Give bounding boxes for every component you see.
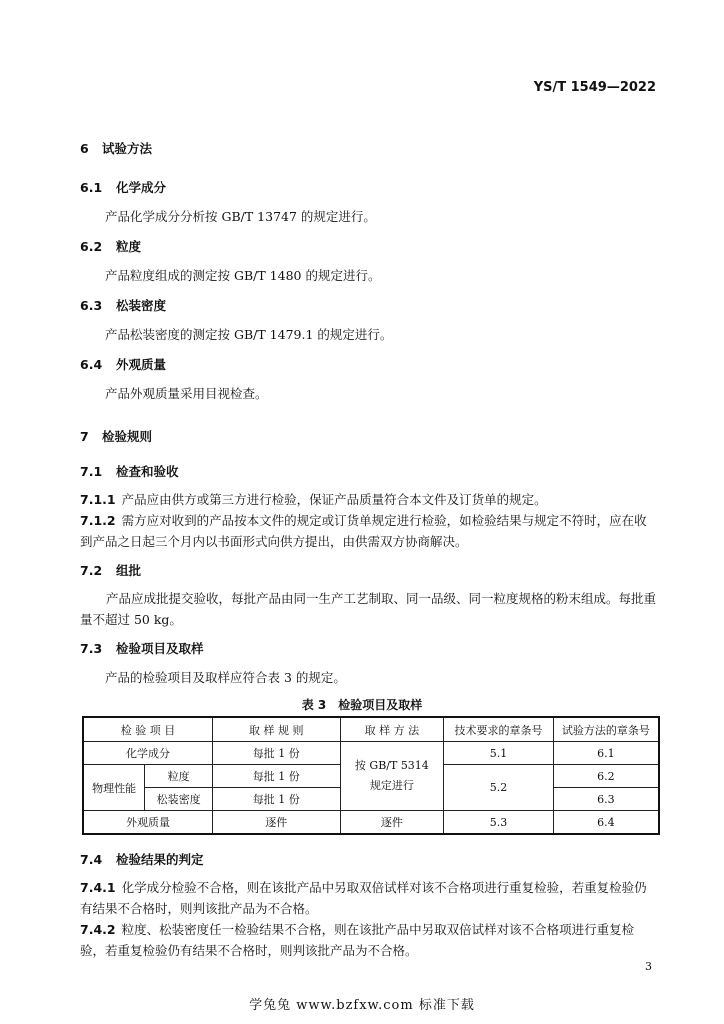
inspection-table [82, 716, 660, 835]
clause-number: 7.4 [80, 852, 103, 867]
cell-requirement: 5.1 [444, 742, 554, 765]
clause-7-1-2 [80, 510, 657, 552]
clause-number: 6.3 [80, 298, 103, 313]
table-3-caption: 表 3 检验项目及取样 [301, 698, 423, 712]
cell-test: 6.4 [553, 811, 659, 835]
clause-title: 松装密度 [116, 298, 167, 313]
clause-number: 6.2 [80, 239, 103, 254]
clause-title: 粒度 [116, 239, 142, 254]
clause-title: 化学成分 [116, 180, 167, 195]
section-number: 6 [80, 141, 89, 156]
heading-6-3 [80, 296, 166, 314]
paragraph-7-3: 产品的检验项目及取样应符合表 3 的规定。 [105, 670, 346, 685]
cell-method: 逐件 [340, 811, 444, 835]
cell-group: 物理性能 [83, 765, 145, 811]
heading-6-2 [80, 237, 141, 255]
clause-title: 检查和验收 [116, 464, 179, 479]
clause-title: 外观质量 [116, 357, 167, 372]
clause-number: 7.4.1 [80, 880, 116, 895]
clause-text: 需方应对收到的产品按本文件的规定或订货单规定进行检验，如检验结果与规定不符时，应在收到产品之日起三个月内以书面形式向供方提出，由供需双方协商解决。 [80, 513, 647, 549]
cell-test: 6.1 [553, 742, 659, 765]
clause-number: 7.4.2 [80, 922, 116, 937]
paragraph-6-2: 产品粒度组成的测定按 GB/T 1480 的规定进行。 [105, 268, 381, 283]
clause-text: 化学成分检验不合格，则在该批产品中另取双倍试样对该不合格项进行重复检验，若重复检验仍有结果不合格时，则判该批产品为不合格。 [80, 880, 647, 916]
clause-text: 粒度、松装密度任一检验结果不合格，则在该批产品中另取双倍试样对该不合格项进行重复检验，若重复检验仍有结果不合格时，则判该批产品为不合格。 [80, 922, 635, 958]
section-7-heading [80, 427, 152, 445]
cell-rule: 每批 1 份 [213, 788, 341, 811]
paragraph-6-4: 产品外观质量采用目视检查。 [105, 386, 268, 401]
heading-7-1 [80, 462, 179, 480]
heading-7-4 [80, 850, 204, 868]
cell-requirement: 5.2 [444, 765, 554, 811]
clause-number: 7.1 [80, 464, 103, 479]
cell-rule: 逐件 [213, 811, 341, 835]
clause-title: 组批 [116, 563, 142, 578]
clause-number: 6.4 [80, 357, 103, 372]
header-item: 检 验 项 目 [83, 717, 213, 742]
cell-rule: 每批 1 份 [213, 742, 341, 765]
clause-text: 产品应由供方或第三方进行检验，保证产品质量符合本文件及订货单的规定。 [121, 492, 547, 507]
header-requirement: 技术要求的章条号 [444, 717, 554, 742]
clause-number: 7.2 [80, 563, 103, 578]
table-header-row [83, 717, 659, 742]
clause-number: 6.1 [80, 180, 103, 195]
clause-number: 7.1.1 [80, 492, 116, 507]
watermark-text: 学兔兔 www.bzfxw.com 标准下载 [249, 998, 475, 1013]
cell-item: 外观质量 [83, 811, 213, 835]
section-title: 试验方法 [102, 141, 153, 156]
cell-rule: 每批 1 份 [213, 765, 341, 788]
cell-item: 化学成分 [83, 742, 213, 765]
table-row [83, 742, 659, 765]
heading-7-2 [80, 561, 141, 579]
cell-method-merged: 按 GB/T 5314 规定进行 [340, 742, 444, 811]
table-row [83, 811, 659, 835]
header-method: 取 样 方 法 [340, 717, 444, 742]
cell-test: 6.3 [553, 788, 659, 811]
header-rule: 取 样 规 则 [213, 717, 341, 742]
paragraph-6-3: 产品松装密度的测定按 GB/T 1479.1 的规定进行。 [105, 327, 393, 342]
cell-item: 松装密度 [145, 788, 213, 811]
paragraph-7-2: 产品应成批提交验收，每批产品由同一生产工艺制取、同一品级、同一粒度规格的粉末组成。每批重量不超过 50 kg。 [80, 591, 657, 627]
heading-6-4 [80, 355, 166, 373]
clause-number: 7.3 [80, 641, 103, 656]
header-test-method: 试验方法的章条号 [553, 717, 659, 742]
cell-test: 6.2 [553, 765, 659, 788]
page-number: 3 [645, 960, 652, 973]
clause-7-4-1 [80, 877, 657, 919]
section-number: 7 [80, 429, 89, 444]
paragraph-6-1: 产品化学成分分析按 GB/T 13747 的规定进行。 [105, 209, 376, 224]
cell-item: 粒度 [145, 765, 213, 788]
heading-7-3 [80, 639, 204, 657]
section-title: 检验规则 [102, 429, 153, 444]
heading-6-1 [80, 178, 166, 196]
clause-title: 检验结果的判定 [116, 852, 204, 867]
standard-code: YS/T 1549—2022 [533, 80, 656, 95]
clause-7-4-2 [80, 919, 657, 961]
clause-title: 检验项目及取样 [116, 641, 204, 656]
clause-number: 7.1.2 [80, 513, 116, 528]
cell-requirement: 5.3 [444, 811, 554, 835]
clause-7-1-1 [80, 489, 657, 510]
section-6-heading [80, 139, 152, 157]
